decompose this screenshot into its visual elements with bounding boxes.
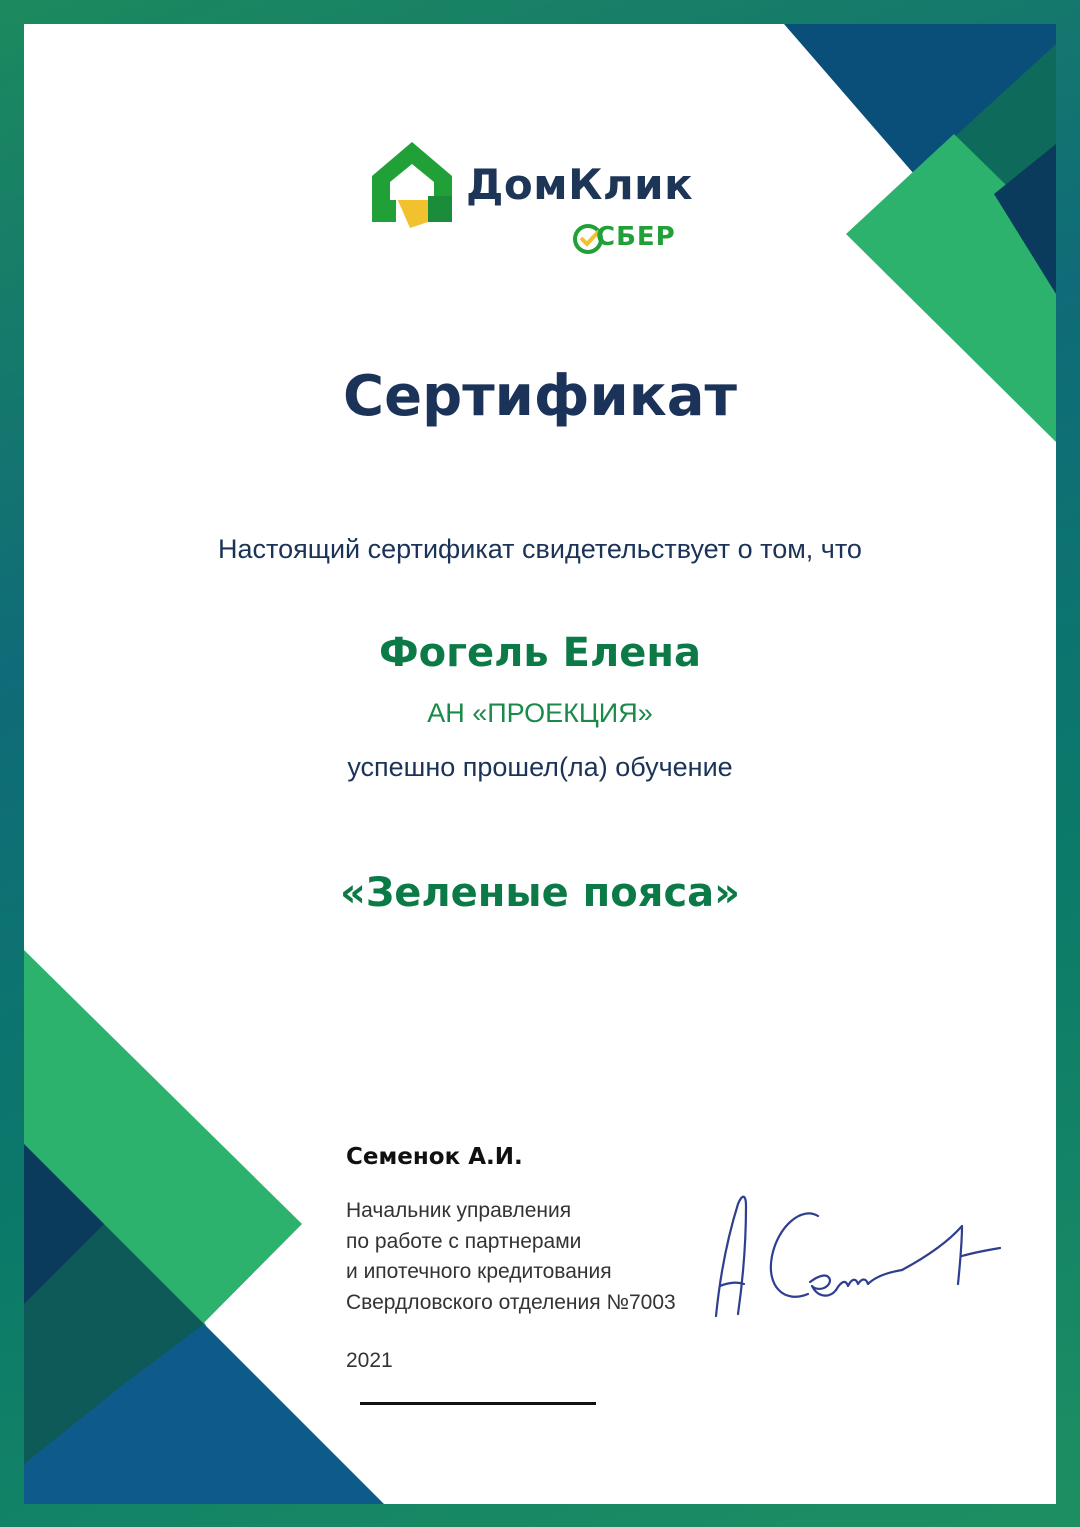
logo-brand-text: ДомКлик [466,160,694,209]
signer-position-line: Свердловского отделения №7003 [346,1290,676,1314]
handwritten-signature-icon [706,1186,1006,1326]
recipient-name: Фогель Елена [378,630,702,676]
certificate-sheet [24,24,1056,1504]
house-icon [370,140,454,230]
signer-name: Семенок А.И. [346,1144,523,1170]
completion-text: успешно прошел(ла) обучение [347,752,733,782]
certificate-title: Сертификат [343,364,737,429]
recipient-agency: АН «ПРОЕКЦИЯ» [427,698,653,728]
signer-position-line: и ипотечного кредитования [346,1260,612,1283]
domclick-logo [370,140,730,270]
certificate-year: 2021 [346,1349,393,1372]
logo-sub-brand-text: СБЕР [596,222,676,252]
signer-position-line: Начальник управления [346,1199,572,1222]
certificate-intro: Настоящий сертификат свидетельствует о том, что [218,534,862,564]
signer-position [346,1196,676,1318]
course-name: «Зеленые пояса» [339,870,741,916]
signer-position-line: по работе с партнерами [346,1229,582,1253]
signature-line [360,1402,596,1405]
